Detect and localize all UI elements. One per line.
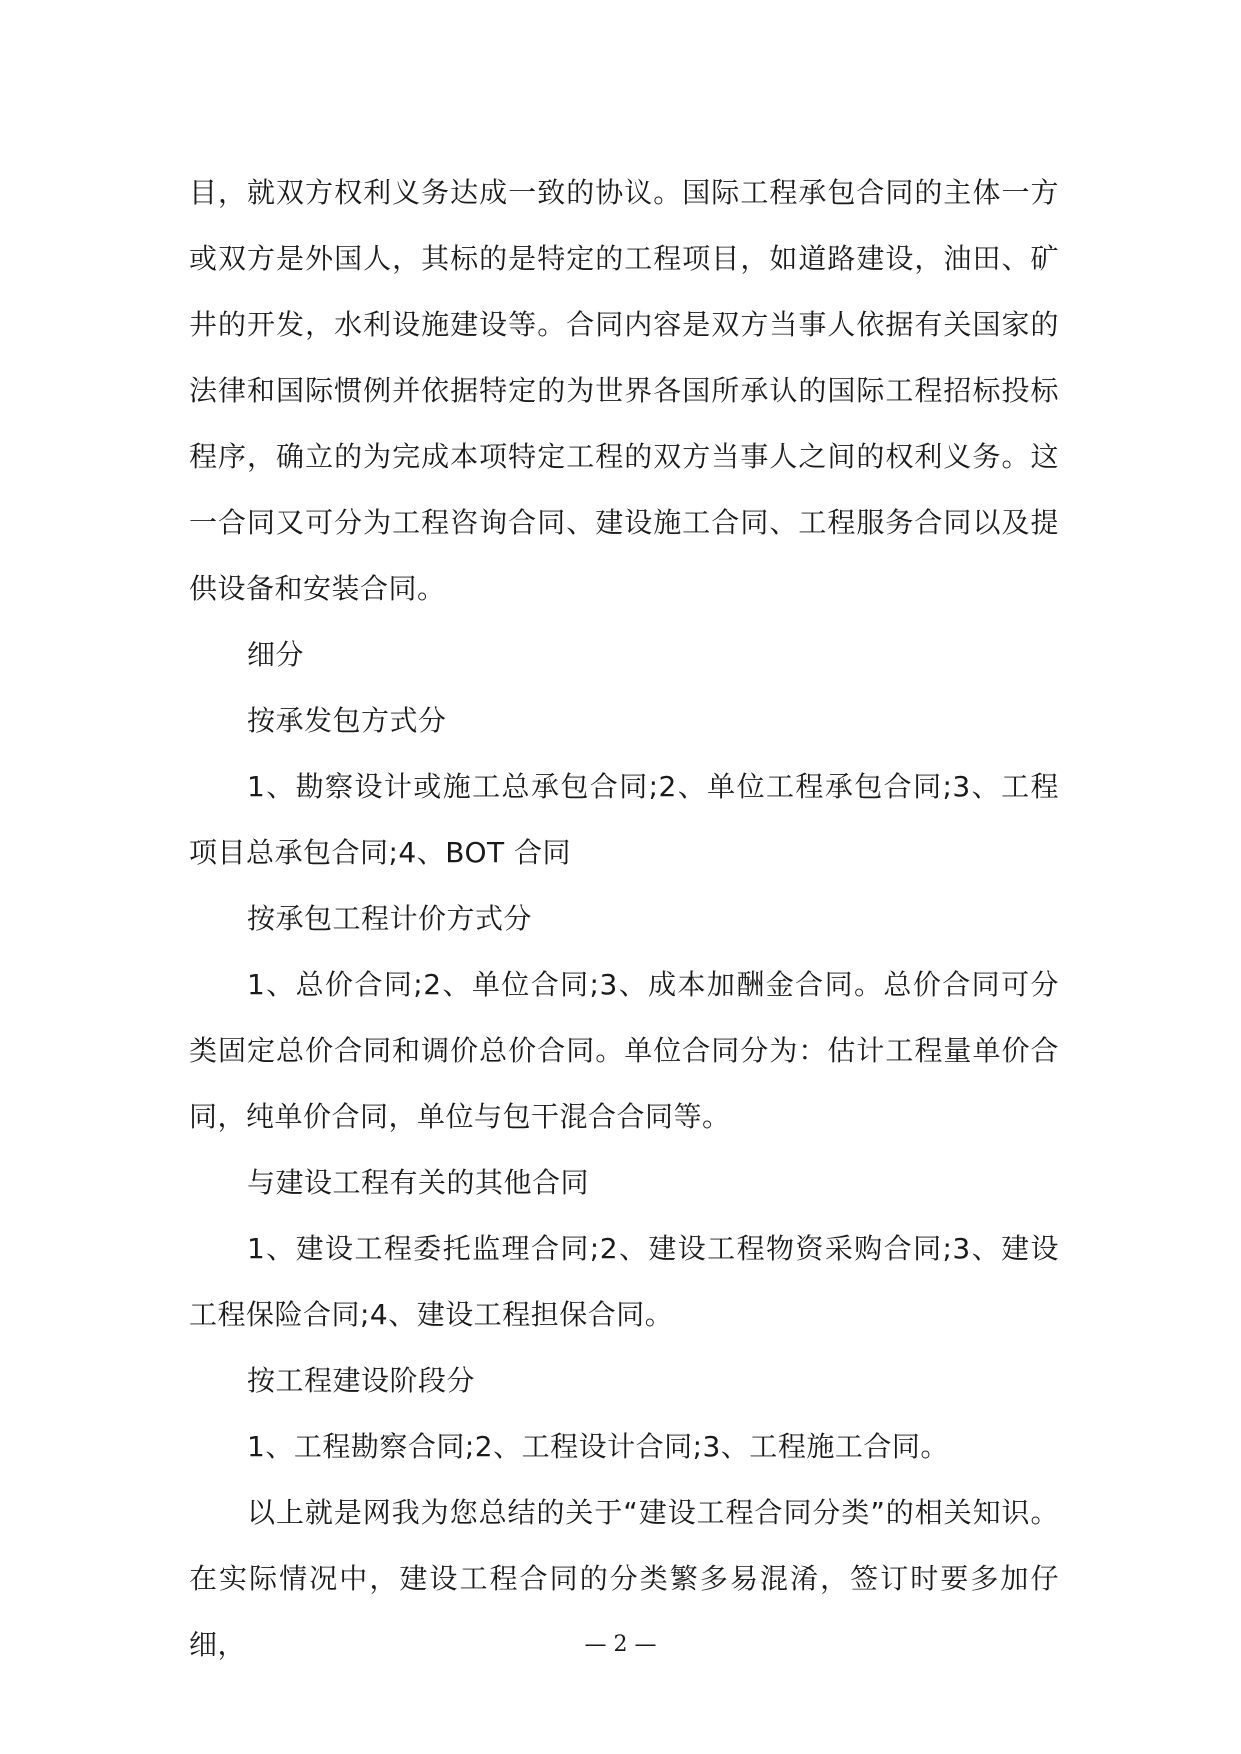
paragraph-other-contracts-list: 1、建设工程委托监理合同;2、建设工程物资采购合同;3、建设工程保险合同;4、建设工程担保合同。 bbox=[189, 1232, 1059, 1331]
paragraph-summary: 以上就是网我为您总结的关于“建设工程合同分类”的相关知识。在实际情况中，建设工程合同的分类繁多易混淆，签订时要多加仔细， bbox=[189, 1496, 1059, 1661]
paragraph-contracting-method-list: 1、勘察设计或施工总承包合同;2、单位工程承包合同;3、工程项目总承包合同;4、BOT 合同 bbox=[189, 770, 1059, 869]
heading-by-pricing-method: 按承包工程计价方式分 bbox=[247, 902, 533, 935]
document-body bbox=[189, 160, 1059, 1678]
paragraph-pricing-method-list: 1、总价合同;2、单位合同;3、成本加酬金合同。总价合同可分类固定总价合同和调价总价合同。单位合同分为：估计工程量单价合同，纯单价合同，单位与包干混合合同等。 bbox=[189, 968, 1059, 1133]
heading-other-related-contracts: 与建设工程有关的其他合同 bbox=[247, 1166, 590, 1199]
page-number: — 2 — bbox=[584, 1632, 657, 1657]
paragraph-continuation: 目，就双方权利义务达成一致的协议。国际工程承包合同的主体一方或双方是外国人，其标的是特定的工程项目，如道路建设，油田、矿井的开发，水利设施建设等。合同内容是双方当事人依据有关国家的法律和国际惯例并依据特定的为世界各国所承认的国际工程招标投标程序，确立的为完成本项特定工程的双方当事人之间的权利义务。这一合同又可分为工程咨询合同、建设施工合同、工程服务合同以及提供设备和安装合同。 bbox=[189, 176, 1059, 605]
heading-by-construction-stage: 按工程建设阶段分 bbox=[247, 1364, 476, 1397]
heading-by-contracting-method: 按承发包方式分 bbox=[247, 704, 447, 737]
heading-subdivision: 细分 bbox=[247, 638, 305, 671]
paragraph-construction-stage-list: 1、工程勘察合同;2、工程设计合同;3、工程施工合同。 bbox=[247, 1430, 949, 1463]
